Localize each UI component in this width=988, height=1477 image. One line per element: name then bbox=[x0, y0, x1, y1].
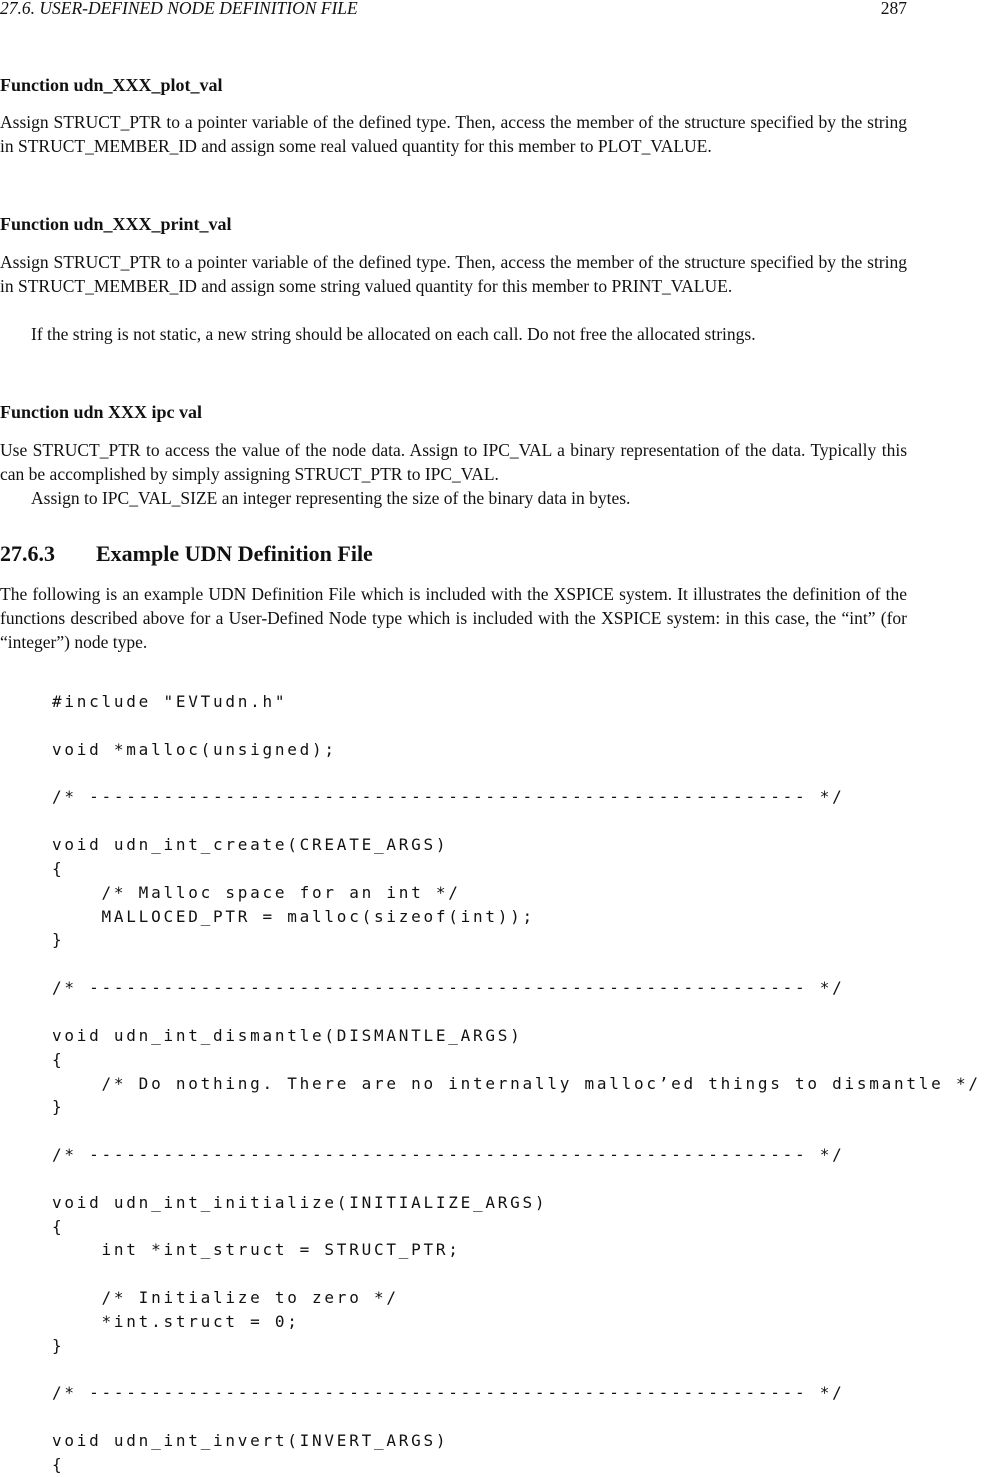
plot-val-heading: Function udn_XXX_plot_val bbox=[0, 75, 223, 95]
running-title: 27.6. USER-DEFINED NODE DEFINITION FILE bbox=[0, 0, 358, 18]
ipc-val-paragraph: Use STRUCT_PTR to access the value of the node data. Assign to IPC_VAL a binary representation of the data. Typically this can be accomplished by simply assigning STRUCT_PTR to IPC_VAL. bbox=[0, 440, 907, 484]
ipc-val-heading: Function udn XXX ipc val bbox=[0, 402, 203, 422]
print-val-paragraph-2: If the string is not static, a new string should be allocated on each call. Do not free the allocated strings. bbox=[31, 324, 756, 344]
example-intro-paragraph: The following is an example UDN Definition File which is included with the XSPICE system. It illustrates the definition of the functions described above for a User-Defined Node type which is included with the XSPICE system: in this case, the “int” (for “integer”) node type. bbox=[0, 584, 907, 652]
section-number: 27.6.3 bbox=[0, 541, 55, 566]
print-val-paragraph: Assign STRUCT_PTR to a pointer variable of the defined type. Then, access the member of the structure specified by the string in STRUCT_MEMBER_ID and assign some string valued quantity for this member to PRINT_VALUE. bbox=[0, 252, 907, 296]
ipc-val-paragraph-2: Assign to IPC_VAL_SIZE an integer representing the size of the binary data in bytes. bbox=[31, 488, 631, 508]
section-title: Example UDN Definition File bbox=[96, 541, 373, 566]
code-listing: #include "EVTudn.h" void *malloc(unsigned); /* ---------------------------------------------------------- */ void udn_int_create(CREATE_ARGS) { /* Malloc space for an int */ MALLOCED_PTR = malloc(sizeof(int)); } /* ---------------------------------------------------------- */ void udn_int_dismantle(DISMANTLE_ARGS) { /* Do nothing. There are no internally malloc’ed things to dismantle */ } /* ---------------------------------------------------------- */ void udn_int_initialize(INITIALIZE_ARGS) { int *int_struct = STRUCT_PTR; /* Initialize to zero */ *int.struct = 0; } /* ---------------------------------------------------------- */ void udn_int_invert(INVERT_ARGS) { bbox=[52, 692, 981, 1474]
plot-val-paragraph: Assign STRUCT_PTR to a pointer variable of the defined type. Then, access the member of the structure specified by the string in STRUCT_MEMBER_ID and assign some real valued quantity for this member to PLOT_VALUE. bbox=[0, 112, 907, 156]
print-val-heading: Function udn_XXX_print_val bbox=[0, 214, 232, 234]
page-number: 287 bbox=[880, 0, 907, 18]
section-heading bbox=[0, 541, 373, 567]
running-header bbox=[0, 0, 907, 19]
